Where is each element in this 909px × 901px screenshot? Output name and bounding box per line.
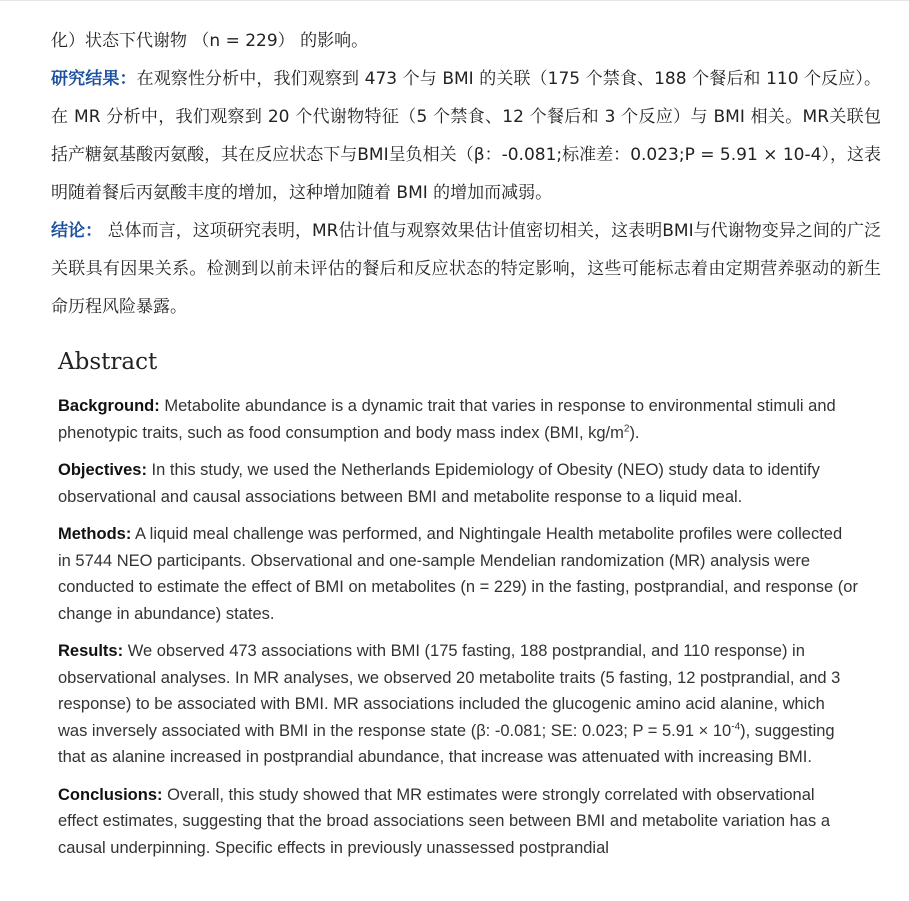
conclusions-paragraph [58,782,858,862]
background-text: Metabolite abundance is a dynamic trait that varies in response to environmental stimuli and phenotypic traits, such as food consumption and body mass index (BMI, kg/m [58,397,836,442]
results-end: ), suggesting that as alanine increased in postprandial abundance, that increase was attenuated with increasing BMI. [58,721,835,766]
background-end: ). [629,423,640,442]
methods-label: Methods: [58,525,132,543]
conclusions-label: Conclusions: [58,785,163,804]
results-label: Results: [58,642,124,660]
chinese-line-methods-tail: 化）状态下代谢物 （n = 229） 的影响。 [51,31,369,51]
results-text: We observed 473 associations with BMI (175 fasting, 188 postprandial, and 110 response) in observational analyses. In MR analyses, we observed 20 metabolite traits (5 fasting, 12 postprandial, and 3 response) to be associated with BMI. MR associations included the glucogenic amino acid alanine, which was inversely associated with BMI in the response state (β: -0.081; SE: 0.023; P = 5.91 × 10 [58,642,841,740]
objectives-paragraph [58,457,858,510]
conclusions-text: Overall, this study showed that MR estimates were strongly correlated with observational effect estimates, suggesting that the broad associations seen between BMI and metabolite variation has a causal underpinning. Specific effects in previously unassessed postprandial [58,785,830,857]
top-divider [0,0,909,1]
objectives-label: Objectives: [58,461,147,479]
results-paragraph [58,638,858,771]
abstract-section [58,345,858,872]
chinese-results-paragraph [51,60,881,212]
chinese-results-label: 研究结果： [51,69,137,89]
methods-text: A liquid meal challenge was performed, and Nightingale Health metabolite profiles were collected in 5744 NEO participants. Observational and one-sample Mendelian randomization (MR) analysis were conducted to estimate the effect of BMI on metabolites (n = 229) in the fasting, postprandial, and response (or change in abundance) states. [58,525,858,623]
objectives-text: In this study, we used the Netherlands Epidemiology of Obesity (NEO) study data to identify observational and causal associations between BMI and metabolite response to a liquid meal. [58,461,820,506]
chinese-conclusion-paragraph [51,212,881,326]
background-paragraph [58,393,858,446]
chinese-conclusion-text: 总体而言，这项研究表明，MR估计值与观察效果估计值密切相关，这表明BMI与代谢物变异之间的广泛关联具有因果关系。检测到以前未评估的餐后和反应状态的特定影响，这些可能标志着由定期营养驱动的新生命历程风险暴露。 [51,221,882,317]
chinese-translation [51,22,881,326]
results-superscript: -4 [731,721,741,732]
abstract-heading: Abstract [58,349,158,375]
chinese-conclusion-label: 结论： [51,221,103,241]
methods-paragraph [58,521,858,627]
chinese-results-text: 在观察性分析中，我们观察到 473 个与 BMI 的关联（175 个禁食、188 个餐后和 110 个反应）。在 MR 分析中，我们观察到 20 个代谢物特征（5 个禁食、12 个餐后和 3 个反应）与 BMI 相关。MR关联包括产糖氨基酸丙氨酸，其在反应状态下与BMI呈负相关（β：-0.081;标准差：0.023;P = 5.91 × 10-4），这表明随着餐后丙氨酸丰度的增加，这种增加随着 BMI 的增加而减弱。 [51,69,882,203]
background-superscript: 2 [623,423,630,434]
background-label: Background: [58,397,160,415]
